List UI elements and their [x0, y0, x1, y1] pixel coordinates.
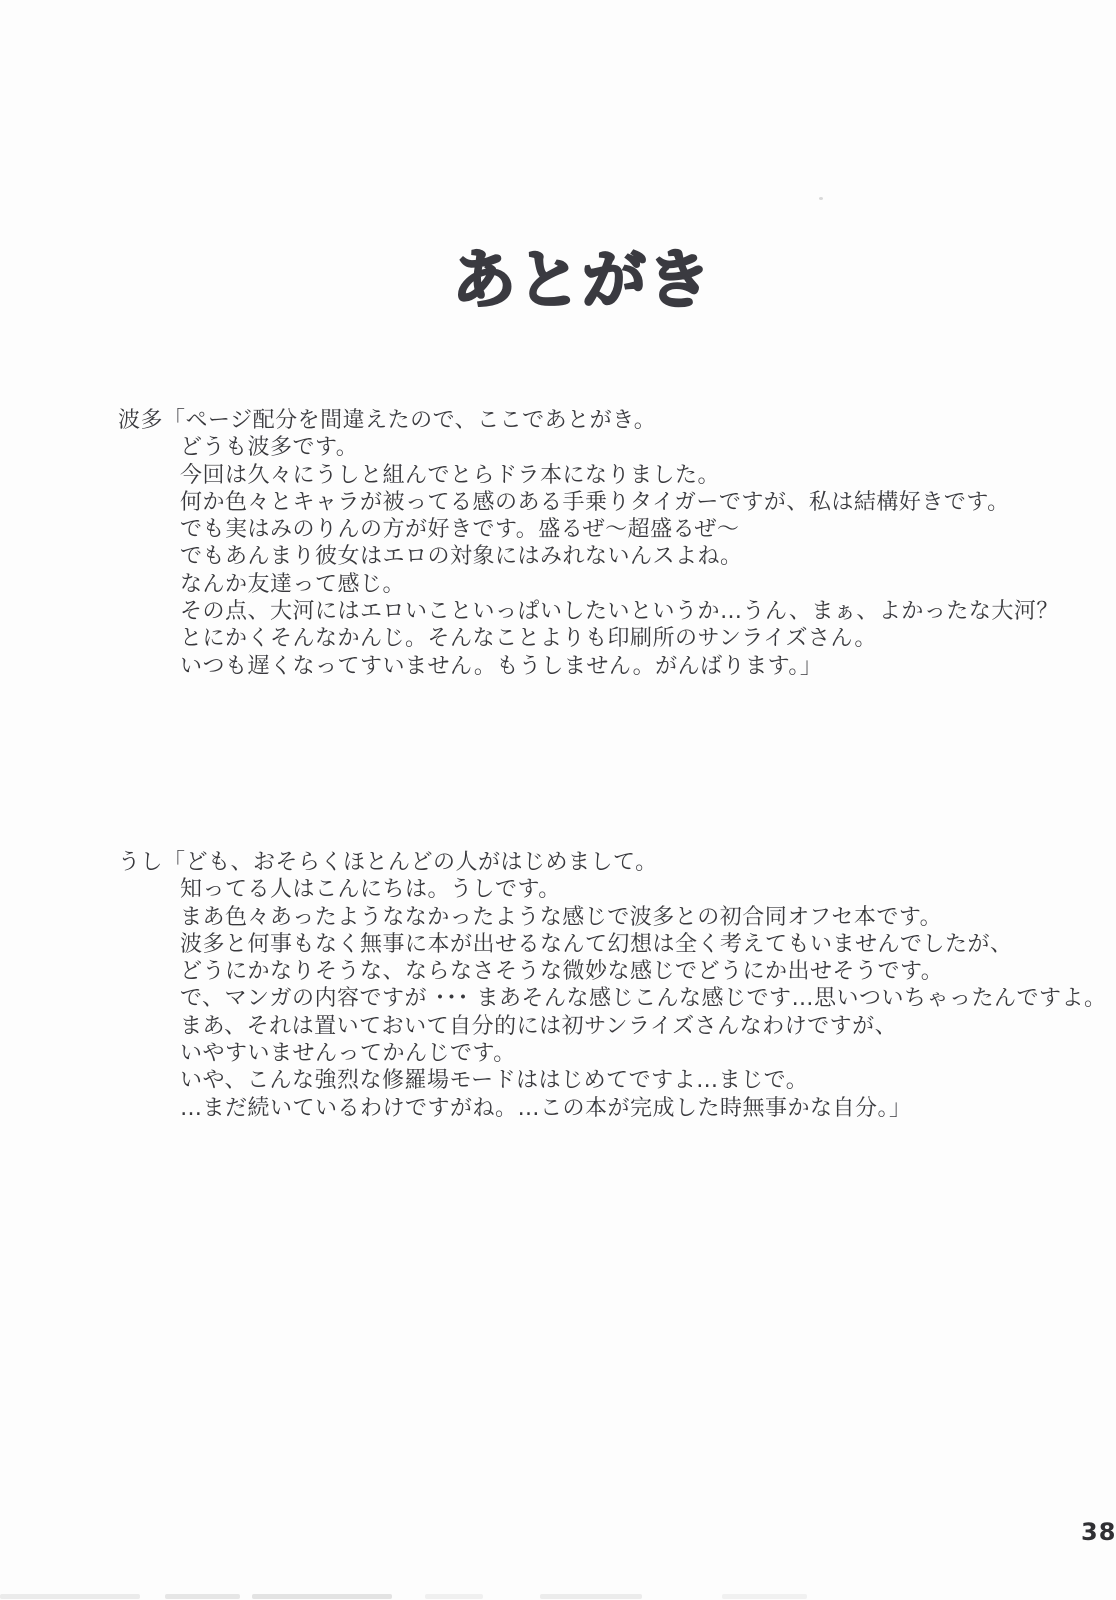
text-line: 波多と何事もなく無事に本が出せるなんて幻想は全く考えてもいませんでしたが、: [180, 931, 1013, 957]
text-line: なんか友達って感じ。: [180, 571, 406, 597]
scan-edge-artifact: [540, 1594, 642, 1599]
text-line: いや、こんな強烈な修羅場モードははじめてですよ…まじで。: [180, 1068, 809, 1094]
text-line: 今回は久々にうしと組んでとらドラ本になりました。: [180, 462, 721, 488]
text-line: [118, 407, 1059, 434]
text-line: どうにかなりそうな、ならなさそうな微妙な感じでどうにか出せそうです。: [180, 959, 944, 985]
page-title: あとがき: [452, 244, 712, 318]
page-number: 38: [1081, 1518, 1116, 1546]
line-text: ども、おそらくほとんどの人がはじめまして。: [185, 850, 658, 875]
text-line: でもあんまり彼女はエロの対象にはみれないんスよね。: [180, 544, 743, 570]
text-line: とにかくそんなかんじ。そんなことよりも印刷所のサンライズさん。: [180, 626, 877, 652]
afterword-paragraph-ushi: [118, 849, 1107, 1122]
scan-edge-artifact: [425, 1594, 483, 1599]
scan-speck: [819, 197, 823, 200]
line-text: ページ配分を間違えたので、ここであとがき。: [185, 408, 657, 433]
text-line: …まだ続いているわけですがね。…この本が完成した時無事かな自分。」: [180, 1095, 912, 1121]
text-line: まあ色々あったようななかったような感じで波多との初合同オフセ本です。: [180, 904, 943, 930]
text-line: でも実はみのりんの方が好きです。盛るぜ〜超盛るぜ〜: [180, 517, 740, 543]
text-line: まあ、それは置いておいて自分的には初サンライズさんなわけですが、: [180, 1013, 898, 1039]
text-line: [118, 849, 1107, 876]
scan-edge-artifact: [165, 1594, 240, 1599]
scan-edge-artifact: [0, 1594, 140, 1599]
scan-edge-artifact: [722, 1594, 807, 1599]
text-line: その点、大河にはエロいこといっぱいしたいというか…うん、まぁ、よかったな大河？: [180, 599, 1059, 625]
text-line: いやすいませんってかんじです。: [180, 1041, 516, 1067]
afterword-paragraph-hata: [118, 407, 1059, 680]
speaker-name: 波多「: [118, 408, 186, 433]
text-line: どうも波多です。: [180, 435, 359, 461]
scan-edge-artifact: [252, 1594, 392, 1599]
text-line: 知ってる人はこんにちは。うしです。: [180, 877, 561, 903]
text-line: いつも遅くなってすいません。もうしません。がんばります。」: [180, 653, 823, 679]
text-line: 何か色々とキャラが被ってる感のある手乗りタイガーですが、私は結構好きです。: [180, 489, 1010, 515]
text-line: で、マンガの内容ですが ･･･ まあそんな感じこんな感じです…思いついちゃったんですよ。: [180, 986, 1107, 1012]
speaker-name: うし「: [118, 850, 186, 875]
